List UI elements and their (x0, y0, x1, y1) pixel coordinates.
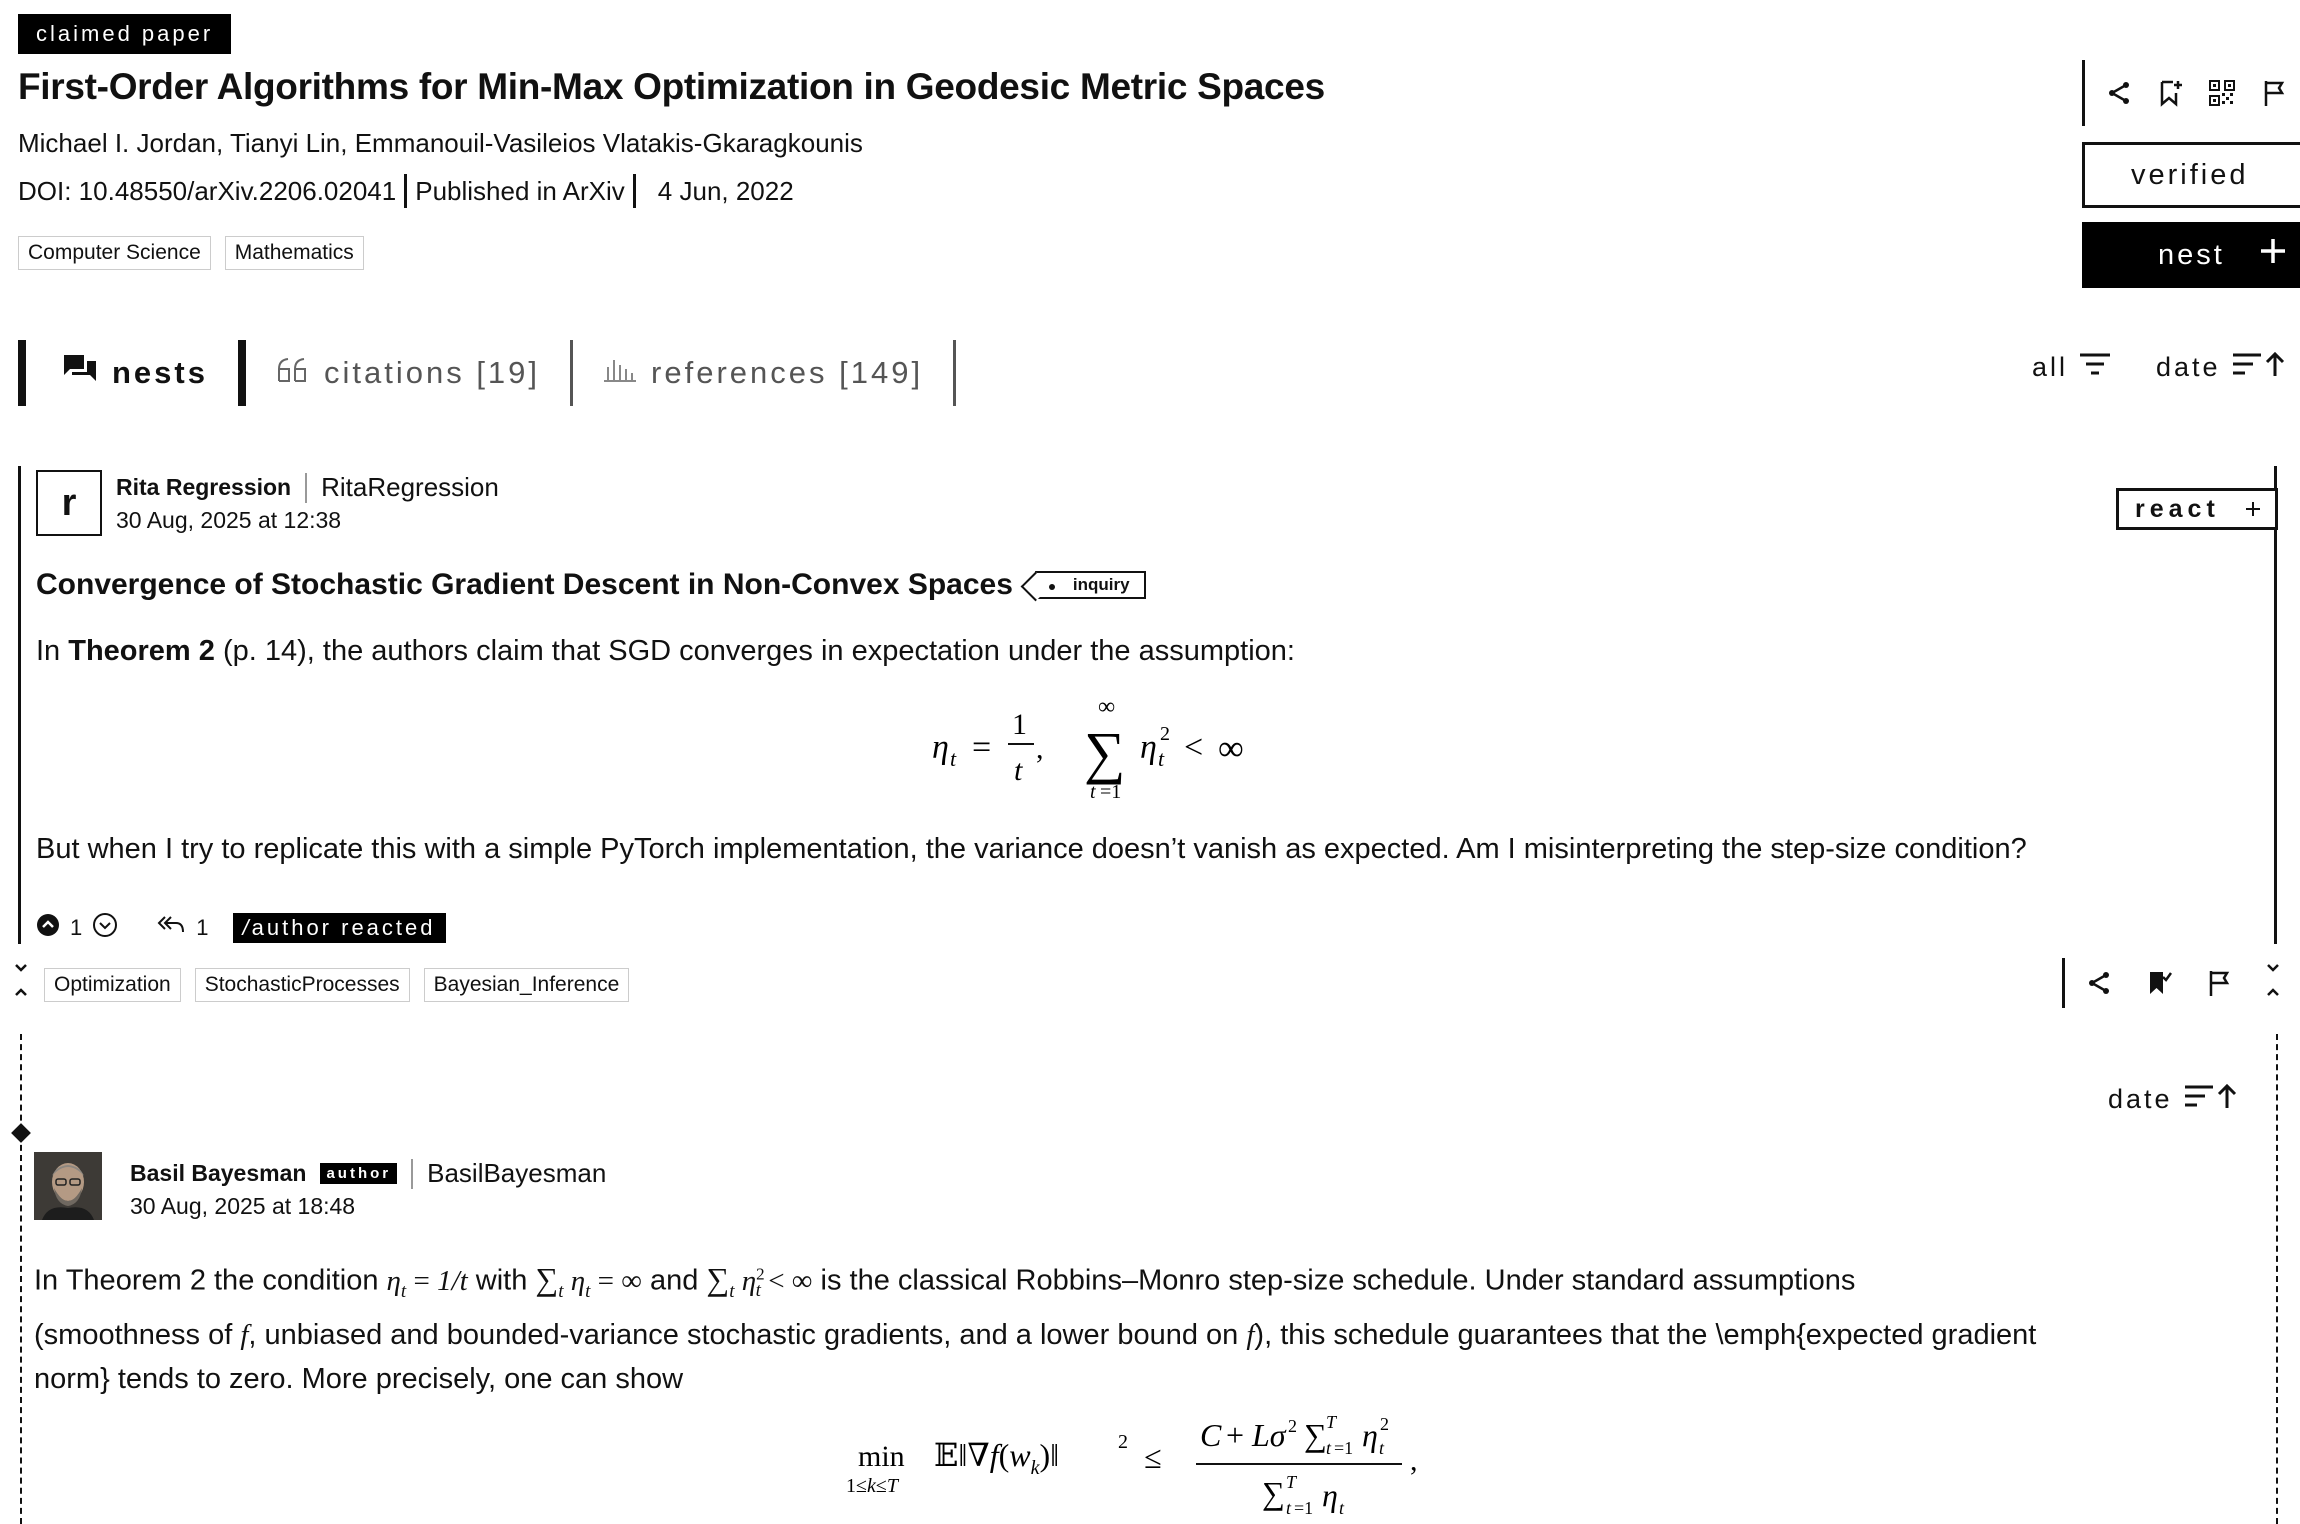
qr-code-icon[interactable] (2204, 75, 2240, 111)
reply-count: 1 (196, 915, 209, 940)
nest-button[interactable] (2082, 222, 2300, 288)
bars-icon (603, 355, 637, 391)
svg-text:Lσ: Lσ (1252, 1417, 1286, 1453)
downvote-icon[interactable] (92, 912, 118, 944)
svg-text:2: 2 (1160, 723, 1170, 745)
tab-nests[interactable] (26, 340, 238, 406)
inquiry-tag: inquiry (1035, 571, 1146, 599)
post-date: 30 Aug, 2025 at 12:38 (116, 507, 342, 533)
react-label: react (2135, 494, 2220, 523)
post-body-2: But when I try to replicate this with a simple PyTorch implementation, the variance doesn’t vanish as expected. Am I misinterpreting the step-size condition? (36, 833, 2027, 865)
post-body (36, 630, 1295, 674)
svg-text:∞: ∞ (1098, 696, 1116, 720)
claimed-paper-badge: claimed paper (18, 14, 231, 54)
meta-divider (633, 174, 636, 208)
svg-text:η: η (1322, 1477, 1338, 1513)
svg-text:∑: ∑ (1084, 720, 1126, 785)
svg-text:,: , (1410, 1444, 1418, 1477)
reply-author (130, 1158, 606, 1220)
meta-divider (404, 174, 407, 208)
avatar[interactable] (34, 1152, 102, 1220)
reply-all-icon[interactable] (156, 914, 186, 942)
tab-label: references [149] (651, 355, 924, 390)
svg-text:1: 1 (1012, 708, 1027, 741)
svg-text:η: η (1362, 1417, 1378, 1453)
nest-button-label: nest (2158, 238, 2225, 271)
thread-node (11, 1123, 31, 1143)
reply-line (34, 1313, 2036, 1357)
share-icon[interactable] (2081, 965, 2117, 1001)
paper-title: First-Order Algorithms for Min-Max Optimization in Geodesic Metric Spaces (18, 66, 1325, 107)
body-text: , unbiased and bounded-variance stochastic gradients, and a lower bound on (248, 1319, 1247, 1352)
svg-text:∞: ∞ (1218, 728, 1244, 768)
body-text: ), this schedule guarantees that the \emph{expected gradient (1254, 1319, 2037, 1352)
body-text: In (36, 635, 69, 667)
user-name[interactable]: Basil Bayesman (130, 1160, 307, 1186)
post-title-text: Convergence of Stochastic Gradient Descent in Non-Convex Spaces (36, 568, 1013, 601)
svg-text:η: η (1140, 729, 1157, 766)
pen-icon: / (242, 915, 252, 940)
paper-meta (18, 174, 794, 208)
react-button[interactable] (2116, 488, 2278, 530)
svg-text:t: t (1339, 1498, 1345, 1518)
svg-text:η: η (932, 729, 949, 766)
svg-text:t: t (950, 746, 957, 771)
sort-date-label: date (2108, 1084, 2173, 1114)
svg-text:2: 2 (1118, 1431, 1128, 1453)
post-date: 30 Aug, 2025 at 18:48 (130, 1193, 356, 1219)
svg-text:t: t (1379, 1438, 1385, 1458)
collapse-icon[interactable] (12, 962, 30, 1003)
math-inline: $\sum_t$ $\eta_t$ = ∞ (535, 1260, 642, 1302)
topic-tag[interactable]: Optimization (44, 968, 181, 1002)
field-tags (18, 236, 364, 270)
field-tag[interactable]: Computer Science (18, 236, 211, 270)
tab-label: nests (112, 355, 208, 390)
body-text: (p. 14), the authors claim that SGD converges in expectation under the assumption: (214, 635, 1295, 667)
svg-text:2: 2 (1288, 1416, 1297, 1436)
svg-text:=1: =1 (1100, 781, 1122, 803)
svg-text:C: C (1200, 1417, 1222, 1453)
svg-text:t: t (1286, 1498, 1292, 1518)
content-tabs (18, 340, 956, 406)
svg-text:∑: ∑ (1262, 1475, 1285, 1511)
share-icon[interactable] (2101, 75, 2137, 111)
svg-text:t: t (1090, 781, 1096, 803)
body-text: (smoothness of (34, 1319, 241, 1352)
svg-text:min: min (858, 1440, 905, 1473)
math-inline: $\sum_t$ $\eta^2_t$ < ∞ (706, 1260, 813, 1302)
author-badge: author (320, 1163, 397, 1184)
svg-text:𝔼‖∇f(wk)‖: $𝔼‖\nabla f(w_k)‖$ (934, 1437, 1060, 1479)
sort-ascending-icon (2183, 1082, 2239, 1117)
filter-all-label: all (2032, 352, 2069, 382)
author-reacted-badge (233, 913, 446, 943)
post-stats (36, 912, 446, 944)
reply-thread-line (20, 1034, 22, 1524)
field-tag[interactable]: Mathematics (225, 236, 364, 270)
body-text: norm} tends to zero. More precisely, one can show (34, 1363, 684, 1396)
user-handle[interactable]: RitaRegression (321, 472, 499, 502)
svg-text:t: t (1158, 746, 1165, 771)
svg-text:2: 2 (1380, 1414, 1389, 1434)
sort-ascending-icon (2231, 350, 2287, 385)
user-name[interactable]: Rita Regression (116, 474, 292, 500)
upvote-icon[interactable] (36, 913, 60, 943)
topic-tag[interactable]: StochasticProcesses (195, 968, 410, 1002)
sort-date[interactable] (2156, 350, 2287, 385)
svg-text:,: , (1036, 732, 1044, 765)
topic-tag[interactable]: Bayesian_Inference (424, 968, 630, 1002)
author-reacted-label: author reacted (251, 915, 436, 940)
reply-body (34, 1252, 2036, 1401)
svg-text:=1: =1 (1294, 1498, 1314, 1518)
bookmark-icon[interactable] (2141, 965, 2177, 1001)
body-text: is the classical Robbins–Monro step-size schedule. Under standard assumptions (812, 1264, 1856, 1297)
svg-text:t: t (1014, 754, 1023, 787)
chat-icon (62, 353, 98, 393)
flag-icon[interactable] (2256, 75, 2292, 111)
divider (305, 473, 307, 503)
paper-date: 4 Jun, 2022 (657, 175, 794, 206)
math-inline: f (1246, 1319, 1255, 1352)
tab-references[interactable] (573, 340, 953, 406)
post-action-bar (2062, 958, 2237, 1008)
post-author (116, 472, 499, 534)
svg-text:<: < (1184, 729, 1204, 766)
paper-doi[interactable]: DOI: 10.48550/arXiv.2206.02041 (18, 175, 397, 206)
body-text: and (641, 1264, 707, 1297)
svg-text:=: = (972, 729, 992, 766)
reply-line (34, 1357, 2036, 1401)
user-handle[interactable]: BasilBayesman (427, 1158, 607, 1188)
sort-date-label: date (2156, 352, 2221, 382)
math-inline: $\eta_t = 1/t$ (386, 1264, 468, 1302)
tab-divider (953, 340, 956, 406)
equation (842, 1404, 1482, 1524)
svg-text:T: T (1286, 1472, 1297, 1492)
tab-citations[interactable] (246, 340, 570, 406)
flag-icon[interactable] (2201, 965, 2237, 1001)
verified-button[interactable]: verified (2082, 142, 2300, 208)
body-text: In Theorem 2 the condition (34, 1264, 387, 1297)
plus-icon (2259, 237, 2287, 273)
avatar[interactable]: r (36, 470, 102, 536)
thread-line (2274, 466, 2277, 944)
svg-text:T: T (1326, 1412, 1337, 1432)
post-title (36, 568, 1146, 602)
reply-sort-date[interactable] (2108, 1082, 2239, 1117)
tab-active-marker (18, 340, 26, 406)
paper-venue: Published in ArXiv (415, 175, 625, 206)
quote-icon (276, 355, 310, 391)
equation (928, 696, 1268, 811)
filter-all[interactable] (2032, 351, 2112, 384)
list-filters (2032, 350, 2287, 385)
bookmark-add-icon[interactable] (2153, 75, 2189, 111)
math-inline: f (240, 1319, 249, 1352)
svg-text:t: t (1326, 1438, 1332, 1458)
tab-divider (238, 340, 246, 406)
divider (411, 1159, 413, 1189)
tab-label: citations [19] (323, 355, 541, 390)
plus-icon (2245, 495, 2261, 524)
svg-text:+: + (1226, 1417, 1245, 1453)
reply-thread-line (2276, 1034, 2278, 1524)
paper-action-bar (2082, 60, 2300, 126)
reply-line (34, 1252, 2036, 1313)
upvote-count: 1 (70, 915, 83, 940)
svg-text:∑: ∑ (1304, 1417, 1327, 1453)
body-text: with (467, 1264, 536, 1297)
svg-text:1≤k≤T: 1≤k≤T (846, 1475, 898, 1497)
collapse-icon[interactable] (2264, 962, 2282, 1003)
svg-text:=1: =1 (1334, 1438, 1354, 1458)
paper-authors[interactable]: Michael I. Jordan, Tianyi Lin, Emmanouil-Vasileios Vlatakis-Gkaragkounis (18, 128, 863, 158)
svg-text:≤: ≤ (1144, 1439, 1162, 1475)
body-bold: Theorem 2 (68, 635, 215, 667)
filter-icon (2078, 351, 2112, 384)
post-tags (44, 968, 629, 1002)
thread-line (18, 466, 21, 944)
